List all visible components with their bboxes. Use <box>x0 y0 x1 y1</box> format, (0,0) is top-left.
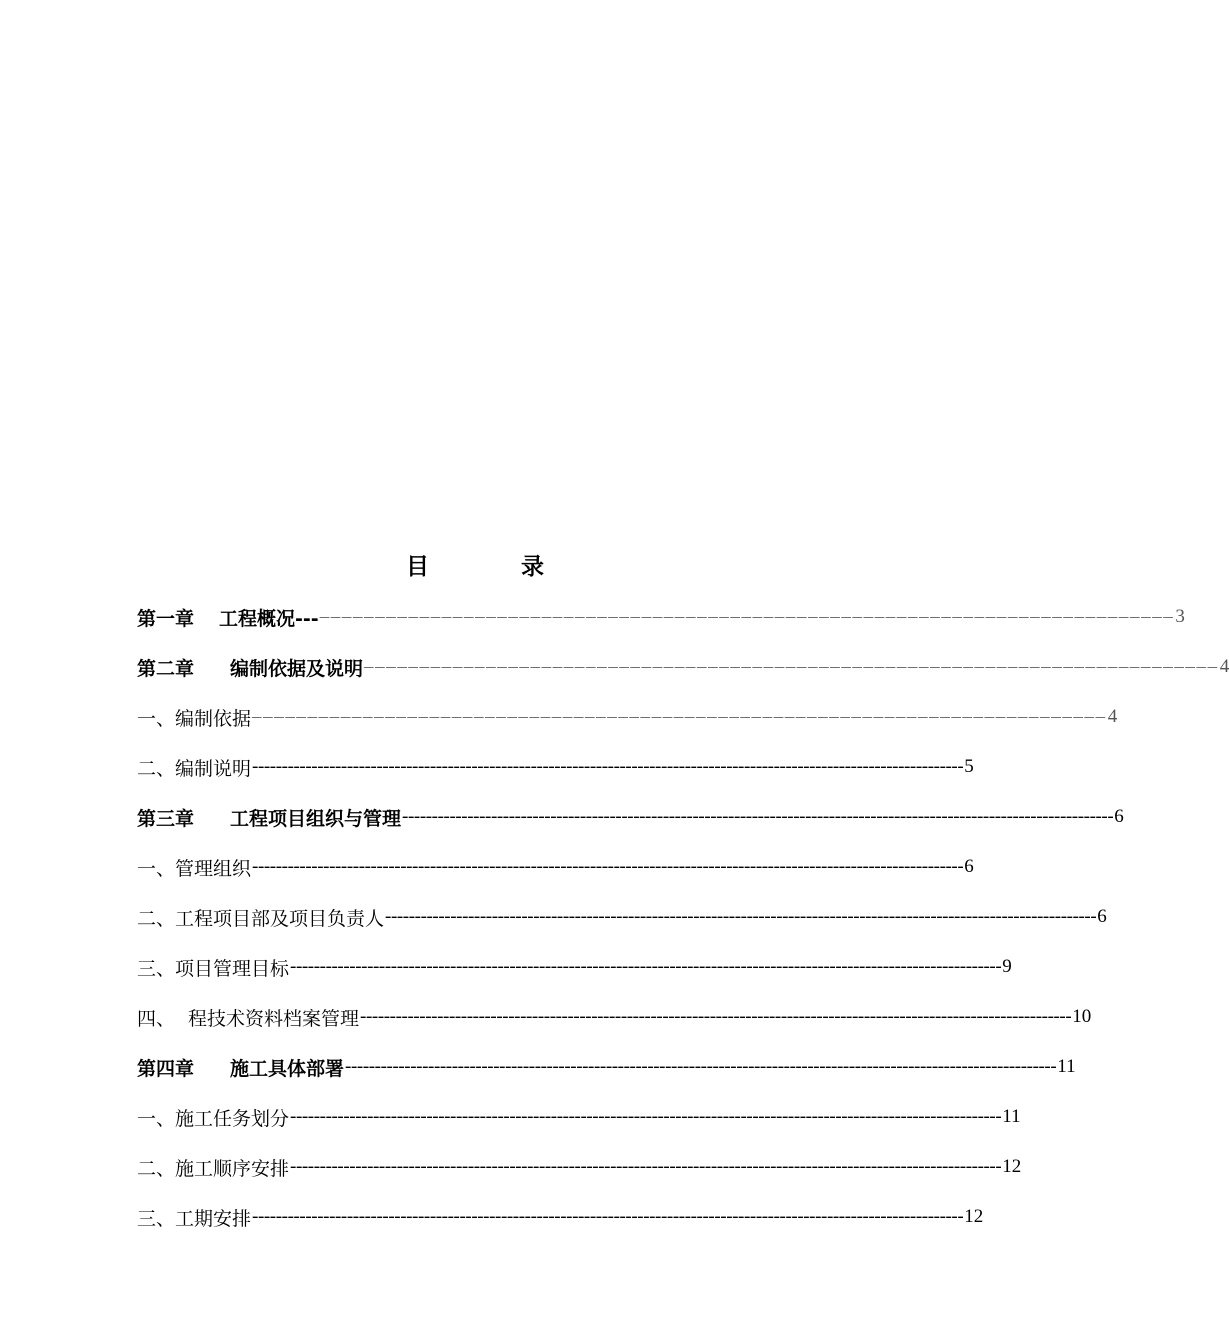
chapter-label: 第一章 <box>137 607 195 630</box>
dot-leader: ------------------------------------------------------------------------------------------------------------------------ <box>252 756 964 777</box>
page-number: 11 <box>1057 1056 1076 1077</box>
entry-prefix: 四、 <box>137 1007 176 1030</box>
dot-leader: ------------------------------------------------------------------------------------------------------------------------ <box>252 856 964 877</box>
entry-text: 一、管理组织 <box>137 857 252 880</box>
page-number: 5 <box>964 756 974 777</box>
page-number: 6 <box>1097 906 1107 927</box>
entry-leader-prefix: --- <box>295 607 319 630</box>
dot-leader: ------------------------------------------------------------------------------------------------------------------------ <box>290 956 1002 977</box>
toc-entry-chapter-1[interactable] <box>137 600 1185 634</box>
chapter-label: 第三章 <box>137 807 195 830</box>
toc-entry-section[interactable] <box>137 1000 1092 1034</box>
toc-entry-section[interactable] <box>137 1200 984 1234</box>
entry-text: 二、施工顺序安排 <box>137 1157 290 1180</box>
toc-entry-chapter-3[interactable] <box>137 800 1124 834</box>
dot-leader: ––––––––––––––––––––––––––––––––––––––––––––––––––––––––––––––––––––––––––––– <box>252 706 1107 727</box>
page-number: 10 <box>1072 1006 1092 1027</box>
entry-text: 施工具体部署 <box>230 1057 345 1080</box>
toc-entry-section[interactable] <box>137 750 974 784</box>
toc-title <box>0 552 950 582</box>
toc-entry-section[interactable] <box>137 1100 1021 1134</box>
toc-title-part2: 录 <box>521 554 544 580</box>
chapter-label: 第四章 <box>137 1057 195 1080</box>
toc-entry-section[interactable] <box>137 1150 1022 1184</box>
toc-entry-section[interactable] <box>137 900 1107 934</box>
toc-entry-section[interactable] <box>137 700 1118 734</box>
page-number: 6 <box>1114 806 1124 827</box>
entry-text: 三、工期安排 <box>137 1207 252 1230</box>
toc-title-part1: 目 <box>406 554 429 580</box>
dot-leader: ------------------------------------------------------------------------------------------------------------------------ <box>290 1156 1002 1177</box>
toc-entry-chapter-2[interactable] <box>137 650 1229 684</box>
entry-text: 一、施工任务划分 <box>137 1107 290 1130</box>
entry-text: 工程项目组织与管理 <box>230 807 402 830</box>
chapter-label: 第二章 <box>137 657 195 680</box>
dot-leader: ------------------------------------------------------------------------------------------------------------------------ <box>252 1206 964 1227</box>
entry-text: 程技术资料档案管理 <box>188 1007 360 1030</box>
entry-text: 一、编制依据 <box>137 707 252 730</box>
dot-leader: ------------------------------------------------------------------------------------------------------------------------ <box>290 1106 1002 1127</box>
page-number: 6 <box>964 856 974 877</box>
toc-entry-chapter-4[interactable] <box>137 1050 1076 1084</box>
dot-leader: ------------------------------------------------------------------------------------------------------------------------ <box>360 1006 1072 1027</box>
entry-text: 二、工程项目部及项目负责人 <box>137 907 385 930</box>
toc-entry-section[interactable] <box>137 850 974 884</box>
entry-text: 二、编制说明 <box>137 757 252 780</box>
page-number: 12 <box>964 1206 984 1227</box>
dot-leader: ––––––––––––––––––––––––––––––––––––––––––––––––––––––––––––––––––––––––––––– <box>364 656 1219 677</box>
toc-entry-section[interactable] <box>137 950 1012 984</box>
page-number: 9 <box>1002 956 1012 977</box>
page-number: 11 <box>1002 1106 1021 1127</box>
dot-leader: ------------------------------------------------------------------------------------------------------------------------ <box>402 806 1114 827</box>
dot-leader: ––––––––––––––––––––––––––––––––––––––––––––––––––––––––––––––––––––––––––––– <box>319 606 1175 627</box>
entry-text: 工程概况 <box>219 607 296 630</box>
page-number: 3 <box>1175 606 1185 627</box>
entry-text: 三、项目管理目标 <box>137 957 290 980</box>
page-number: 4 <box>1219 656 1229 677</box>
dot-leader: ------------------------------------------------------------------------------------------------------------------------ <box>345 1056 1057 1077</box>
dot-leader: ------------------------------------------------------------------------------------------------------------------------ <box>385 906 1097 927</box>
page-number: 12 <box>1002 1156 1022 1177</box>
entry-text: 编制依据及说明 <box>230 657 364 680</box>
page-number: 4 <box>1107 706 1118 727</box>
